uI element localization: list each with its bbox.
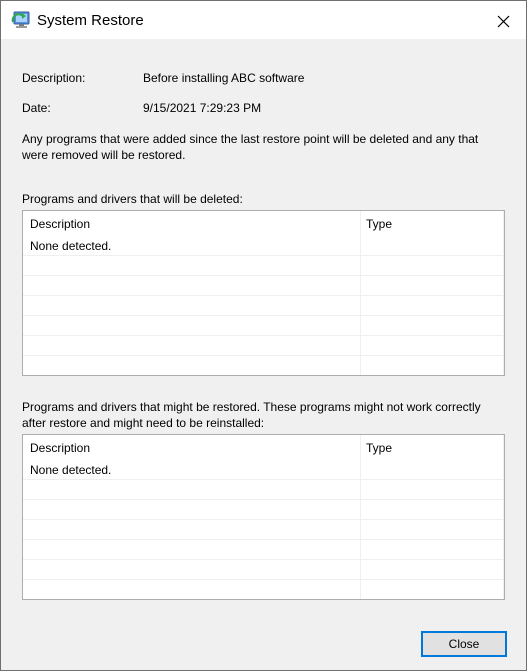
table-row[interactable]: None detected. — [30, 463, 112, 477]
column-header-description[interactable]: Description — [30, 217, 91, 231]
grid-line — [23, 519, 503, 520]
window-title: System Restore — [37, 12, 144, 29]
column-divider — [360, 435, 361, 599]
deleted-section-heading: Programs and drivers that will be deleted: — [22, 192, 243, 206]
grid-line — [23, 479, 503, 480]
close-button[interactable]: Close — [421, 631, 507, 657]
description-label: Description: — [22, 71, 86, 85]
grid-line — [23, 559, 503, 560]
restored-section-heading: Programs and drivers that might be restored. These programs might not work correctly after restore and might need to be reinstalled: — [22, 400, 481, 430]
restored-programs-list[interactable] — [22, 434, 505, 600]
column-divider — [503, 211, 504, 375]
system-restore-icon — [11, 10, 31, 30]
date-value: 9/15/2021 7:29:23 PM — [143, 101, 262, 115]
grid-line — [23, 315, 503, 316]
column-divider — [360, 211, 361, 375]
grid-line — [23, 255, 503, 256]
date-label: Date: — [22, 101, 51, 115]
grid-line — [23, 295, 503, 296]
description-value: Before installing ABC software — [143, 71, 305, 85]
grid-line — [23, 275, 503, 276]
column-header-type[interactable]: Type — [366, 441, 393, 455]
deleted-programs-list[interactable] — [22, 210, 505, 376]
list-header — [23, 435, 503, 459]
title-bar — [1, 1, 526, 39]
column-header-type[interactable]: Type — [366, 217, 393, 231]
column-header-description[interactable]: Description — [30, 441, 91, 455]
grid-line — [23, 499, 503, 500]
info-text: Any programs that were added since the last restore point will be deleted and any that were removed will be restored. — [22, 132, 479, 162]
grid-line — [23, 335, 503, 336]
grid-line — [23, 539, 503, 540]
column-divider — [503, 435, 504, 599]
grid-line — [23, 355, 503, 356]
close-icon[interactable] — [489, 7, 517, 35]
table-row[interactable]: None detected. — [30, 239, 112, 253]
list-header — [23, 211, 503, 235]
grid-line — [23, 579, 503, 580]
